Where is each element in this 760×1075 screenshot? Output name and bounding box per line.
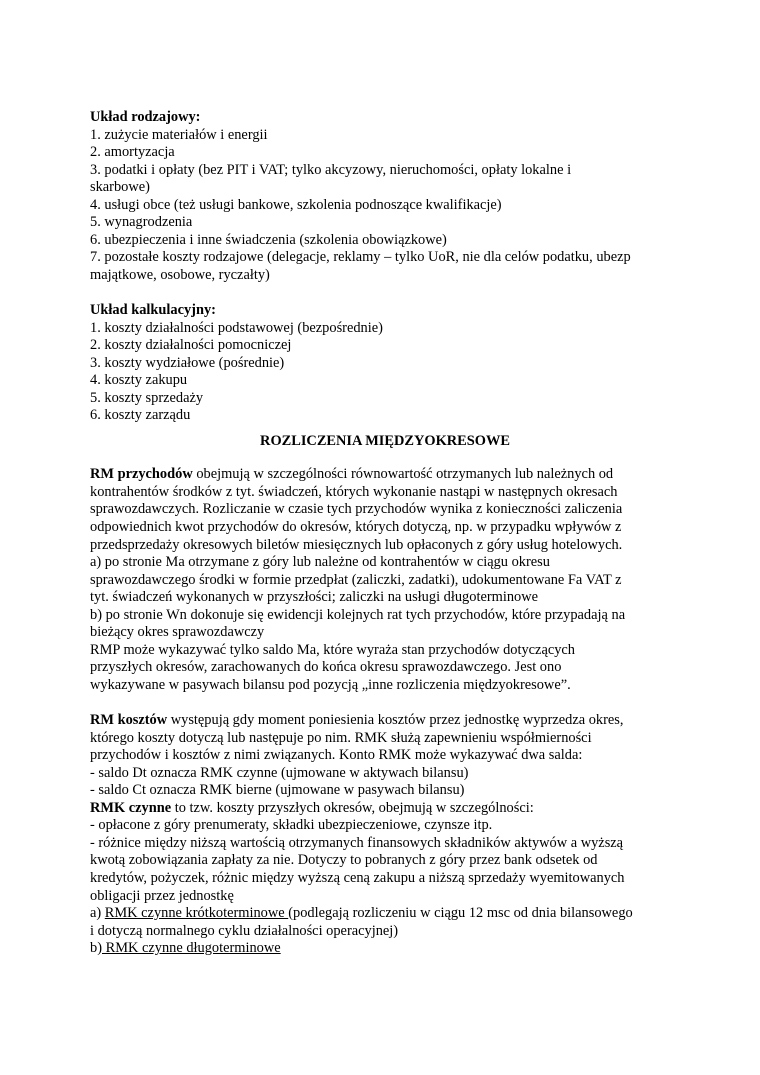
paragraph-line: i dotyczą normalnego cyklu działalności operacyjnej) <box>90 922 399 939</box>
paragraph-line: tyt. świadczeń wykonanych w przyszłości; zaliczki na usługi długoterminowe <box>90 589 538 606</box>
paragraph-line: przyszłych okresów, zarachowanych do końca okresu sprawozdawczego. Jest ono <box>90 659 562 676</box>
list-item: 3. koszty wydziałowe (pośrednie) <box>90 354 285 371</box>
list-item: majątkowe, osobowe, ryczałty) <box>90 266 270 283</box>
list-item: 7. pozostałe koszty rodzajowe (delegacje, reklamy – tylko UoR, nie dla celów podatku, ubezp <box>90 249 631 266</box>
rmk-long-term-term: RMK czynne długoterminowe <box>102 940 281 957</box>
paragraph-line: przychodów i kosztów z nimi związanych. Konto RMK może wykazywać dwa salda: <box>90 747 583 764</box>
spacer <box>90 695 680 713</box>
list-item: 6. koszty zarządu <box>90 407 191 424</box>
paragraph-text: występują gdy moment poniesienia kosztów przez jednostkę wyprzedza okres, <box>167 712 624 729</box>
list-item: 5. koszty sprzedaży <box>90 389 204 406</box>
paragraph-line: bieżący okres sprawozdawczy <box>90 624 265 641</box>
paragraph-line: b) po stronie Wn dokonuje się ewidencji kolejnych rat tych przychodów, które przypadają na <box>90 606 626 623</box>
paragraph-line: - saldo Ct oznacza RMK bierne (ujmowane w pasywach bilansu) <box>90 782 465 799</box>
paragraph-text: (podlegają rozliczeniu w ciągu 12 msc od dnia bilansowego <box>288 905 633 922</box>
list-item: 2. koszty działalności pomocniczej <box>90 337 292 354</box>
spacer <box>90 284 680 302</box>
list-item: 2. amortyzacja <box>90 144 175 161</box>
paragraph-line: - różnice między niższą wartością otrzymanych finansowych składników aktywów a wyższą <box>90 834 624 851</box>
term-bold: RM przychodów <box>90 466 193 483</box>
list-item: 1. zużycie materiałów i energii <box>90 126 268 143</box>
paragraph-text: obejmują w szczególności równowartość otrzymanych lub należnych od <box>192 466 614 483</box>
paragraph-line: wykazywane w pasywach bilansu pod pozycją „inne rozliczenia międzyokresowe”. <box>90 676 571 693</box>
list-item: skarbowe) <box>90 179 150 196</box>
section-heading: Układ kalkulacyjny: <box>90 302 216 319</box>
section-heading: Układ rodzajowy: <box>90 109 201 125</box>
rmk-short-term-term: RMK czynne krótkoterminowe <box>104 905 289 922</box>
paragraph-line: a) po stronie Ma otrzymane z góry lub należne od kontrahentów w ciągu okresu <box>90 554 550 571</box>
paragraph-line: - opłacone z góry prenumeraty, składki ubezpieczeniowe, czynsze itp. <box>90 817 493 834</box>
list-item: 5. wynagrodzenia <box>90 214 193 231</box>
paragraph-line: sprawozdawczych. Rozliczanie w czasie tych przychodów wynika z konieczności zaliczenia <box>90 501 623 518</box>
list-item: 6. ubezpieczenia i inne świadczenia (szkolenia obowiązkowe) <box>90 231 447 248</box>
paragraph-rm-przychodow <box>90 466 680 694</box>
list-item: 1. koszty działalności podstawowej (bezpośrednie) <box>90 319 383 336</box>
paragraph-line: odpowiednich kwot przychodów do okresów, których dotyczą, np. w przypadku wpływów z <box>90 519 622 536</box>
section-uklad-kalkulacyjny <box>90 302 680 425</box>
term-bold: RM kosztów <box>90 712 168 729</box>
term-bold: RMK czynne <box>90 799 172 816</box>
paragraph-line: którego koszty dotyczą lub następuje po nim. RMK służą zapewnieniu współmierności <box>90 729 592 746</box>
paragraph-line: kwotą zobowiązania zapłaty za nie. Dotyczy to pobranych z góry przez bank odsetek od <box>90 852 598 869</box>
list-marker: b) <box>90 940 102 957</box>
paragraph-line: obligacji przez jednostkę <box>90 887 234 904</box>
page-title: ROZLICZENIA MIĘDZYOKRESOWE <box>260 432 510 449</box>
paragraph-rm-kosztow <box>90 712 680 800</box>
paragraph-text: to tzw. koszty przyszłych okresów, obejmują w szczególności: <box>171 799 534 816</box>
paragraph-line: kontrahentów środków z tyt. świadczeń, których wykonanie nastąpi w następnych okresach <box>90 483 618 500</box>
list-item: 4. koszty zakupu <box>90 372 188 389</box>
list-item: 3. podatki i opłaty (bez PIT i VAT; tylko akcyzowy, nieruchomości, opłaty lokalne i <box>90 161 572 178</box>
list-marker: a) <box>90 905 105 922</box>
paragraph-line: sprawozdawczego środki w formie przedpłat (zaliczki, zadatki), udokumentowane Fa VAT z <box>90 571 622 588</box>
paragraph-line: kredytów, pożyczek, różnic między wyższą ceną zakupu a niższą sprzedaży wyemitowanych <box>90 869 625 886</box>
paragraph-line: RMP może wykazywać tylko saldo Ma, które wyraża stan przychodów dotyczących <box>90 641 575 658</box>
paragraph-line: przedsprzedaży okresowych biletów miesięcznych lub opłaconych z góry usług hotelowych. <box>90 536 623 553</box>
paragraph-line: - saldo Dt oznacza RMK czynne (ujmowane w aktywach bilansu) <box>90 764 469 781</box>
paragraph-rmk-czynne <box>90 800 680 958</box>
section-uklad-rodzajowy <box>90 109 680 284</box>
list-item: 4. usługi obce (też usługi bankowe, szkolenia podnoszące kwalifikacje) <box>90 196 502 213</box>
